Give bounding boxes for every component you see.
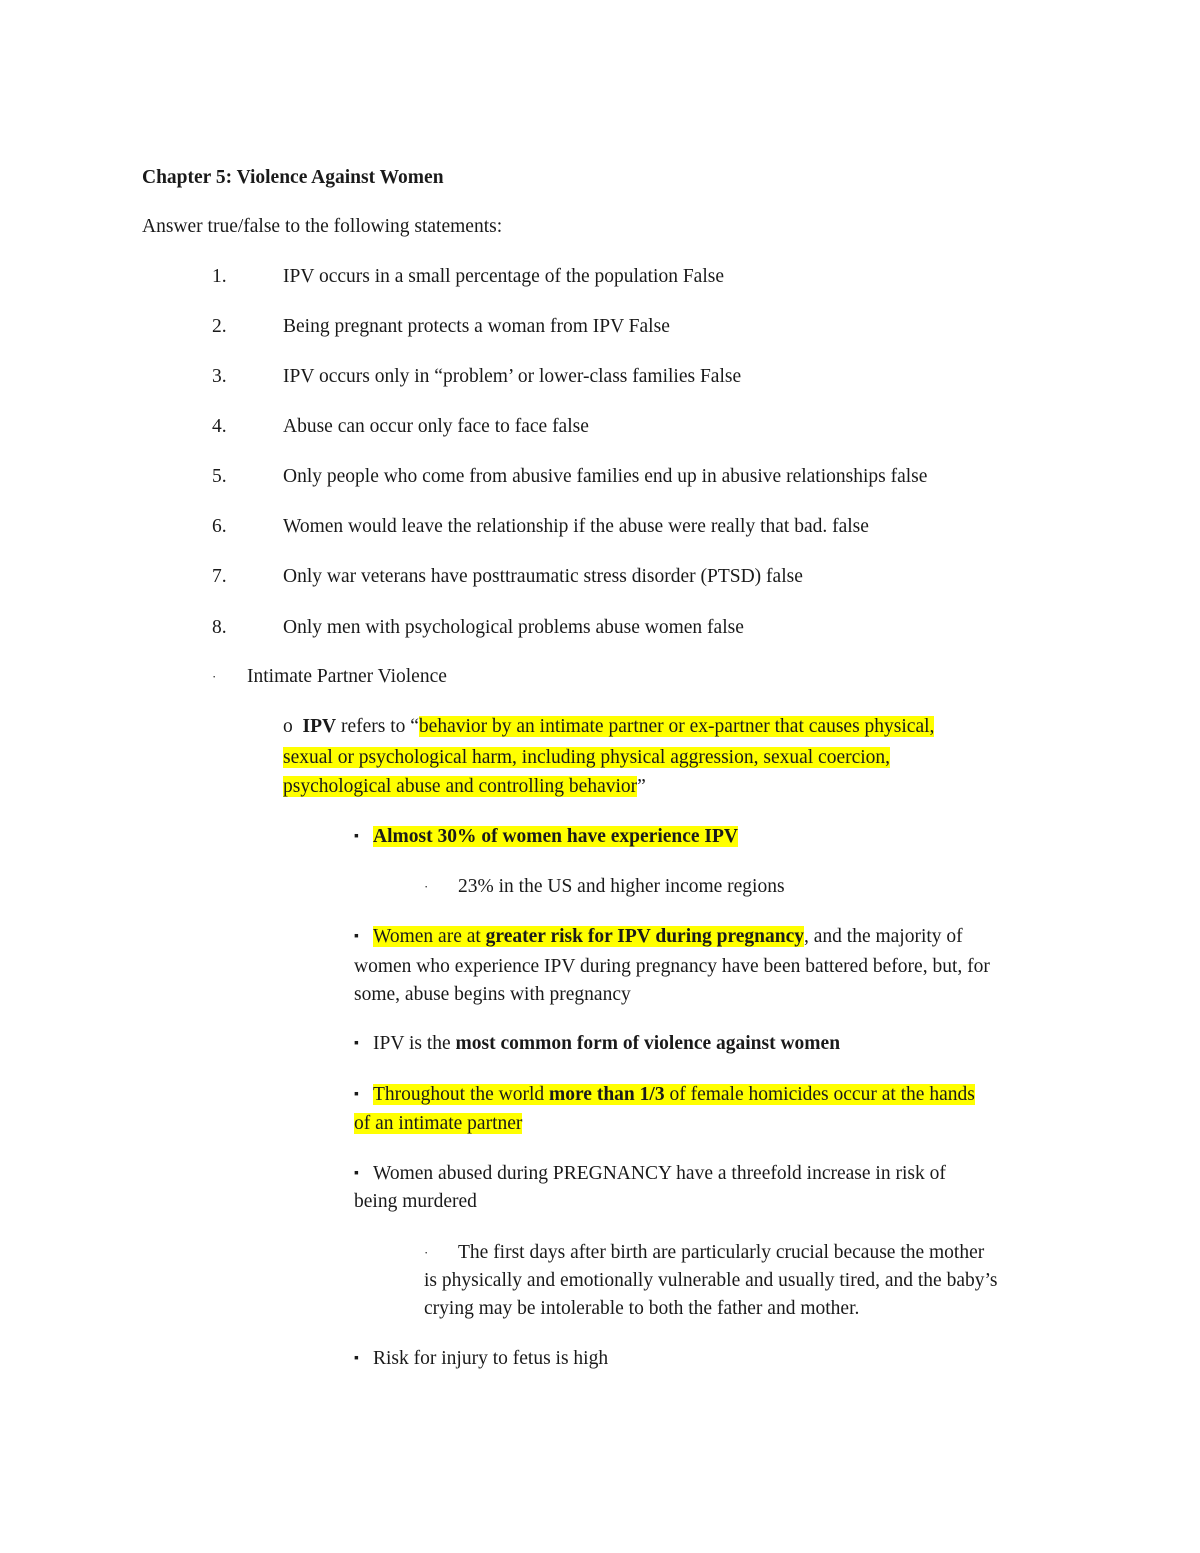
sub-bullet-icon: · [424,879,429,894]
point-5-line-1: Women abused during PREGNANCY have a threefold increase in risk of [373,1163,946,1184]
point-2-line-1: Women are at greater risk for IPV during pregnancy, and the majority of [373,926,963,947]
definition-line-3: psychological abuse and controlling behavior” [283,776,646,797]
square-bullet-icon: ▪ [354,1036,359,1051]
square-bullet-icon: ▪ [354,829,359,844]
statement-text: IPV occurs in a small percentage of the population False [283,266,724,287]
definition-lead: refers to “ [336,716,419,737]
sub-bullet-icon: · [424,1245,429,1260]
statement-text: Being pregnant protects a woman from IPV False [283,316,670,337]
point-2-line-3: some, abuse begins with pregnancy [354,984,631,1005]
statement-text: IPV occurs only in “problem’ or lower-class families False [283,366,742,387]
statement-text: Only men with psychological problems abuse women false [283,617,744,638]
statement-number: 6. [212,516,227,537]
instructions: Answer true/false to the following statements: [142,216,503,237]
section-title: Intimate Partner Violence [247,666,447,687]
statement-text: Women would leave the relationship if the abuse were really that bad. false [283,516,869,537]
statement-number: 2. [212,316,227,337]
point-5-sub-line-3: crying may be intolerable to both the father and mother. [424,1298,860,1319]
point-2-line-2: women who experience IPV during pregnancy have been battered before, but, for [354,956,990,977]
point-5-line-2: being murdered [354,1191,477,1212]
point-4-line-1: Throughout the world more than 1/3 of female homicides occur at the hands [373,1084,975,1105]
chapter-heading: Chapter 5: Violence Against Women [142,167,444,188]
statement-text: Abuse can occur only face to face false [283,416,589,437]
definition-line-1 [283,713,934,741]
point-5-sub-line-2: is physically and emotionally vulnerable and usually tired, and the baby’s [424,1270,998,1291]
square-bullet-icon: ▪ [354,929,359,944]
statement-number: 3. [212,366,227,387]
point-1-sub: 23% in the US and higher income regions [458,876,785,897]
statement-text: Only war veterans have posttraumatic stress disorder (PTSD) false [283,566,803,587]
definition-marker: o [283,716,293,737]
square-bullet-icon: ▪ [354,1166,359,1181]
statement-number: 7. [212,566,227,587]
point-3: IPV is the most common form of violence against women [373,1033,841,1054]
statement-number: 8. [212,617,227,638]
point-4-line-2: of an intimate partner [354,1113,523,1134]
section-marker: · [212,669,217,684]
definition-highlight: behavior by an intimate partner or ex-partner that causes physical, [418,716,935,737]
statement-number: 5. [212,466,227,487]
point-6: Risk for injury to fetus is high [373,1348,609,1369]
point-1: Almost 30% of women have experience IPV [373,826,739,847]
definition-term: IPV [302,716,337,737]
statement-number: 4. [212,416,227,437]
statement-text: Only people who come from abusive families end up in abusive relationships false [283,466,928,487]
square-bullet-icon: ▪ [354,1087,359,1102]
definition-line-2: sexual or psychological harm, including physical aggression, sexual coercion, [283,747,891,768]
point-5-sub-line-1: The first days after birth are particularly crucial because the mother [458,1242,985,1263]
statement-number: 1. [212,266,227,287]
square-bullet-icon: ▪ [354,1351,359,1366]
